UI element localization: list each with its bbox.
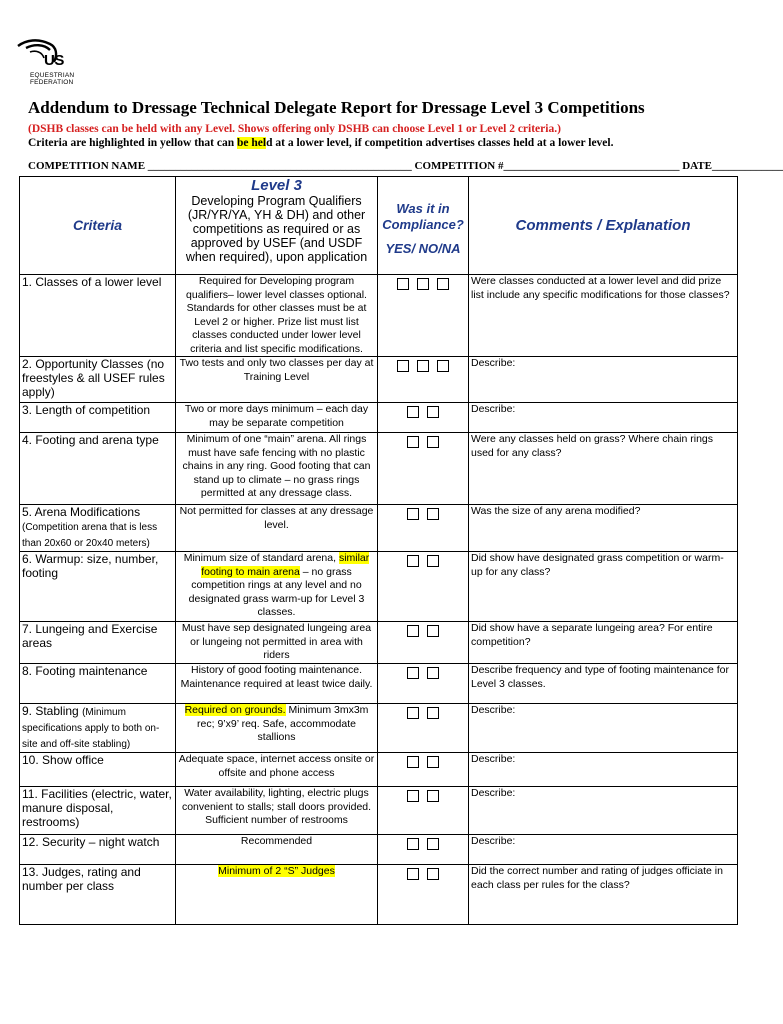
table-row xyxy=(20,664,738,704)
criteria-table xyxy=(19,176,738,925)
header-comments: Comments / Explanation xyxy=(469,177,738,275)
competition-fields xyxy=(28,160,783,172)
row-standard: Adequate space, internet access onsite or offsite and phone access xyxy=(176,753,378,787)
compliance-checkbox-no[interactable] xyxy=(417,278,429,290)
row-standard: History of good footing maintenance. Maintenance required at least twice daily. xyxy=(176,664,378,704)
row-comment[interactable]: Did the correct number and rating of judges officiate in each class per rules for the class? xyxy=(469,865,738,925)
row-standard: Minimum size of standard arena, similar footing to main arena – no grass competition rings at any level and no designated grass warm-up for Level 3 classes. xyxy=(176,552,378,622)
row-compliance xyxy=(378,622,469,664)
row-comment[interactable]: Did show have designated grass competition or warm-up for any class? xyxy=(469,552,738,622)
subtitle-dshb: (DSHB classes can be held with any Level. Shows offering only DSHB can choose Level 1 or Level 2 criteria.) xyxy=(28,123,561,135)
subtitle-criteria: Criteria are highlighted in yellow that can be held at a lower level, if competition advertises classes held at a lower level. xyxy=(28,137,614,149)
row-compliance xyxy=(378,552,469,622)
logo-text: EQUESTRIAN FEDERATION xyxy=(30,72,75,86)
row-criteria: 13. Judges, rating and number per class xyxy=(20,865,176,925)
row-criteria: 9. Stabling (Minimum specifications apply to both on-site and off-site stabling) xyxy=(20,704,176,753)
compliance-checkbox-no[interactable] xyxy=(427,790,439,802)
table-row xyxy=(20,403,738,433)
row-criteria: 8. Footing maintenance xyxy=(20,664,176,704)
header-compliance: Was it in Compliance? YES/ NO/NA xyxy=(378,177,469,275)
compliance-checkbox-na[interactable] xyxy=(437,278,449,290)
compliance-checkbox-no[interactable] xyxy=(427,838,439,850)
row-standard: Minimum of one “main” arena. All rings must have safe fencing with no plastic chains in any ring. Good footing that can stand up to climate – no grass rings permitted at any dressage class. xyxy=(176,433,378,505)
row-criteria: 11. Facilities (electric, water, manure disposal, restrooms) xyxy=(20,787,176,835)
row-standard: Recommended xyxy=(176,835,378,865)
row-comment[interactable]: Describe: xyxy=(469,835,738,865)
table-row xyxy=(20,835,738,865)
table-row xyxy=(20,865,738,925)
compliance-checkbox-yes[interactable] xyxy=(407,790,419,802)
table-row xyxy=(20,552,738,622)
row-comment[interactable]: Was the size of any arena modified? xyxy=(469,505,738,552)
compliance-checkbox-no[interactable] xyxy=(427,868,439,880)
table-row xyxy=(20,753,738,787)
row-criteria: 7. Lungeing and Exercise areas xyxy=(20,622,176,664)
table-row xyxy=(20,704,738,753)
row-compliance xyxy=(378,704,469,753)
compliance-checkbox-yes[interactable] xyxy=(397,278,409,290)
compliance-checkbox-no[interactable] xyxy=(427,756,439,768)
row-standard: Two or more days minimum – each day may be separate competition xyxy=(176,403,378,433)
logo-mark: US xyxy=(44,52,64,69)
compliance-checkbox-no[interactable] xyxy=(427,406,439,418)
compliance-checkbox-yes[interactable] xyxy=(407,625,419,637)
row-criteria: 10. Show office xyxy=(20,753,176,787)
row-comment[interactable]: Describe: xyxy=(469,704,738,753)
row-standard: Not permitted for classes at any dressage level. xyxy=(176,505,378,552)
row-criteria: 12. Security – night watch xyxy=(20,835,176,865)
row-compliance xyxy=(378,505,469,552)
page-title: Addendum to Dressage Technical Delegate Report for Dressage Level 3 Competitions xyxy=(28,98,645,117)
row-compliance xyxy=(378,664,469,704)
compliance-checkbox-yes[interactable] xyxy=(407,707,419,719)
row-standard: Minimum of 2 “S” Judges xyxy=(176,865,378,925)
compliance-checkbox-yes[interactable] xyxy=(407,756,419,768)
header-criteria: Criteria xyxy=(20,177,176,275)
table-row xyxy=(20,622,738,664)
row-standard: Two tests and only two classes per day at Training Level xyxy=(176,357,378,403)
row-compliance xyxy=(378,275,469,357)
row-criteria: 3. Length of competition xyxy=(20,403,176,433)
row-compliance xyxy=(378,835,469,865)
header-level: Level 3 Developing Program Qualifiers (JR/YR/YA, YH & DH) and other competitions as required or as approved by USEF (and USDF when required), upon application xyxy=(176,177,378,275)
row-comment[interactable]: Describe: xyxy=(469,753,738,787)
compliance-checkbox-na[interactable] xyxy=(437,360,449,372)
compliance-checkbox-no[interactable] xyxy=(417,360,429,372)
row-comment[interactable]: Describe: xyxy=(469,403,738,433)
row-comment[interactable]: Describe frequency and type of footing maintenance for Level 3 classes. xyxy=(469,664,738,704)
row-compliance xyxy=(378,403,469,433)
compliance-checkbox-no[interactable] xyxy=(427,667,439,679)
row-compliance xyxy=(378,753,469,787)
competition-name-field[interactable]: COMPETITION NAME ________________________________________________ xyxy=(28,160,412,172)
compliance-checkbox-yes[interactable] xyxy=(407,436,419,448)
compliance-checkbox-no[interactable] xyxy=(427,555,439,567)
table-row xyxy=(20,433,738,505)
row-criteria: 4. Footing and arena type xyxy=(20,433,176,505)
compliance-checkbox-no[interactable] xyxy=(427,707,439,719)
compliance-checkbox-yes[interactable] xyxy=(407,406,419,418)
compliance-checkbox-yes[interactable] xyxy=(407,667,419,679)
date-field[interactable]: DATE_____________ xyxy=(682,160,783,172)
row-compliance xyxy=(378,357,469,403)
compliance-checkbox-no[interactable] xyxy=(427,508,439,520)
row-standard: Water availability, lighting, electric plugs convenient to stalls; stall doors provided. Sufficient number of restrooms xyxy=(176,787,378,835)
compliance-checkbox-yes[interactable] xyxy=(407,555,419,567)
compliance-checkbox-yes[interactable] xyxy=(407,508,419,520)
table-row xyxy=(20,275,738,357)
row-compliance xyxy=(378,865,469,925)
row-standard: Must have sep designated lungeing area or lungeing not permitted in area with riders xyxy=(176,622,378,664)
usef-logo xyxy=(16,38,76,90)
compliance-checkbox-yes[interactable] xyxy=(407,868,419,880)
row-standard: Required for Developing program qualifiers– lower level classes optional. Standards for other classes must be at Level 2 or higher. Prize list must list classes conducted under lower level criteria and list specific modifications. xyxy=(176,275,378,357)
compliance-checkbox-no[interactable] xyxy=(427,625,439,637)
row-compliance xyxy=(378,787,469,835)
table-row xyxy=(20,787,738,835)
row-comment[interactable]: Were classes conducted at a lower level and did prize list include any specific modifications for those classes? xyxy=(469,275,738,357)
row-criteria: 6. Warmup: size, number, footing xyxy=(20,552,176,622)
row-comment[interactable]: Describe: xyxy=(469,357,738,403)
table-row xyxy=(20,505,738,552)
row-criteria: 5. Arena Modifications (Competition arena that is less than 20x60 or 20x40 meters) xyxy=(20,505,176,552)
row-standard: Required on grounds. Minimum 3mx3m rec; 9’x9’ req. Safe, accommodate stallions xyxy=(176,704,378,753)
compliance-checkbox-yes[interactable] xyxy=(397,360,409,372)
row-comment[interactable]: Were any classes held on grass? Where chain rings used for any class? xyxy=(469,433,738,505)
row-comment[interactable]: Describe: xyxy=(469,787,738,835)
row-comment[interactable]: Did show have a separate lungeing area? For entire competition? xyxy=(469,622,738,664)
table-header-row xyxy=(20,177,738,275)
competition-number-field[interactable]: COMPETITION #________________________________ xyxy=(414,160,680,172)
row-compliance xyxy=(378,433,469,505)
compliance-checkbox-yes[interactable] xyxy=(407,838,419,850)
table-row xyxy=(20,357,738,403)
compliance-checkbox-no[interactable] xyxy=(427,436,439,448)
row-criteria: 1. Classes of a lower level xyxy=(20,275,176,357)
row-criteria: 2. Opportunity Classes (no freestyles & all USEF rules apply) xyxy=(20,357,176,403)
